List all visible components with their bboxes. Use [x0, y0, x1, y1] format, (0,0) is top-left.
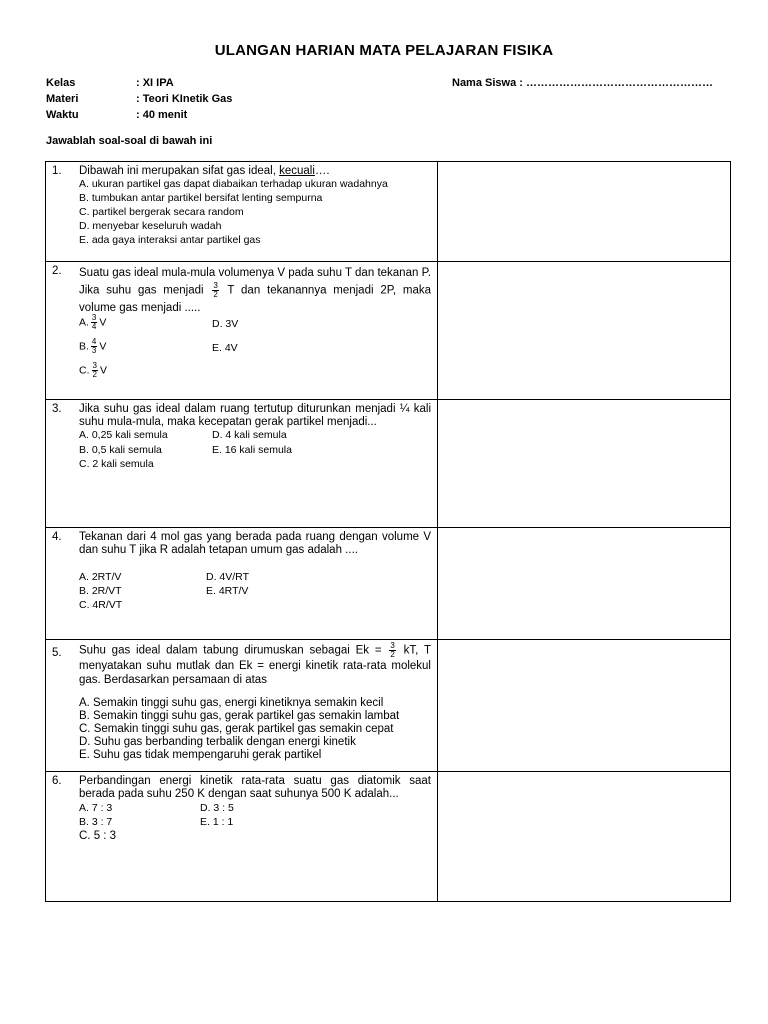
option-e: E. 16 kali semula — [212, 444, 292, 456]
question-text-part: Suatu gas ideal mula-mula volumenya V pada suhu T dan tekanan P. Jika suhu gas menjadi — [79, 267, 431, 297]
question-6 — [46, 772, 437, 902]
option-d: D. Suhu gas berbanding terbalik dengan energi kinetik — [79, 736, 356, 748]
option-label: C. — [79, 364, 90, 377]
option-c: C. partikel bergerak secara random — [79, 206, 244, 218]
option-b — [79, 338, 106, 355]
option-d: D. menyebar keseluruh wadah — [79, 220, 222, 232]
option-b: B. tumbukan antar partikel bersifat lenting sempurna — [79, 192, 323, 204]
exam-info — [46, 75, 232, 123]
option-e: E. 1 : 1 — [200, 816, 234, 828]
question-text: Jika suhu gas ideal dalam ruang tertutup diturunkan menjadi ¼ kali suhu mula-mula, maka kecepatan gerak partikel menjadi... — [79, 403, 431, 428]
question-4 — [46, 528, 437, 639]
question-text-underlined: kecuali — [279, 165, 315, 177]
option-b: B. 2R/VT — [79, 585, 122, 597]
nama-siswa-field[interactable]: Nama Siswa : …………………………………………… — [452, 77, 713, 89]
kelas-label: Kelas — [46, 77, 76, 89]
question-number: 6. — [52, 775, 62, 787]
question-5 — [46, 640, 437, 771]
option-a: A. ukuran partikel gas dapat diabaikan terhadap ukuran wadahnya — [79, 178, 388, 190]
option-a — [79, 314, 106, 331]
instruction: Jawablah soal-soal di bawah ini — [46, 135, 213, 147]
option-c: C. Semakin tinggi suhu gas, gerak partikel gas semakin cepat — [79, 723, 394, 735]
question-1 — [46, 162, 437, 261]
option-suffix: V — [99, 340, 107, 353]
option-a: A. 2RT/V — [79, 571, 122, 583]
question-table — [45, 161, 731, 902]
option-label: B. — [79, 340, 89, 353]
option-label: A. — [79, 316, 89, 329]
question-text-part: Suhu gas ideal dalam tabung dirumuskan sebagai Ek = — [79, 644, 382, 657]
option-e: E. 4RT/V — [206, 585, 249, 597]
fraction-denominator: 2 — [92, 370, 97, 379]
option-suffix: V — [99, 364, 107, 377]
option-c: C. 4R/VT — [79, 599, 123, 611]
option-c: C. 2 kali semula — [79, 458, 154, 470]
question-text: Perbandingan energi kinetik rata-rata suatu gas diatomik saat berada pada suhu 250 K dengan saat suhunya 500 K adalah... — [79, 775, 431, 800]
option-d: D. 3V — [212, 318, 239, 330]
option-b: B. Semakin tinggi suhu gas, gerak partikel gas semakin lambat — [79, 710, 400, 722]
option-b: B. 3 : 7 — [79, 816, 113, 828]
fraction — [91, 314, 97, 331]
option-e: E. ada gaya interaksi antar partikel gas — [79, 234, 261, 246]
waktu-label: Waktu — [46, 109, 79, 121]
option-e: E. 4V — [212, 342, 238, 354]
waktu-value: : 40 menit — [136, 109, 188, 121]
fraction-denominator: 3 — [91, 346, 97, 355]
option-d: D. 4V/RT — [206, 571, 249, 583]
fraction-denominator: 2 — [213, 290, 218, 299]
kelas-value: : XI IPA — [136, 77, 174, 89]
fraction-numerator: 3 — [213, 281, 218, 290]
question-3 — [46, 400, 437, 527]
option-c — [79, 362, 107, 379]
materi-value: : Teori KInetik Gas — [136, 93, 233, 105]
question-number: 5. — [52, 647, 62, 659]
fraction — [212, 282, 218, 299]
option-d: D. 4 kali semula — [212, 429, 287, 441]
fraction — [92, 362, 98, 379]
option-e: E. Suhu gas tidak mempengaruhi gerak partikel — [79, 749, 322, 761]
question-text-part: Dibawah ini merupakan sifat gas ideal, — [79, 165, 280, 177]
question-number: 2. — [52, 265, 62, 277]
option-a: A. Semakin tinggi suhu gas, energi kinetiknya semakin kecil — [79, 697, 384, 709]
question-text — [79, 265, 431, 317]
question-text: Tekanan dari 4 mol gas yang berada pada ruang dengan volume V dan suhu T jika R adalah tetapan umum gas adalah .... — [79, 531, 431, 556]
fraction — [91, 338, 97, 355]
question-text-part: T dan tekanannya menjadi 2P, maka volume gas menjadi ..... — [79, 284, 432, 314]
option-b: B. 0,5 kali semula — [79, 444, 162, 456]
fraction-denominator: 2 — [390, 650, 395, 659]
question-text — [79, 165, 431, 178]
option-c: C. 5 : 3 — [79, 830, 117, 842]
fraction-numerator: 3 — [390, 641, 395, 650]
question-text-part: …. — [314, 165, 330, 177]
fraction — [389, 642, 395, 659]
column-divider — [437, 162, 438, 901]
option-suffix: V — [99, 316, 107, 329]
option-a: A. 7 : 3 — [79, 802, 113, 814]
fraction-numerator: 3 — [91, 313, 97, 322]
page-title: ULANGAN HARIAN MATA PELAJARAN FISIKA — [214, 42, 554, 59]
fraction-numerator: 4 — [91, 337, 97, 346]
fraction-denominator: 4 — [91, 322, 97, 331]
materi-label: Materi — [46, 93, 79, 105]
option-a: A. 0,25 kali semula — [79, 429, 168, 441]
question-number: 1. — [52, 165, 62, 177]
question-text-part: kT, T menyatakan suhu mutlak dan Ek = energi kinetik rata-rata molekul gas. Berdasarkan persamaan di atas — [79, 644, 431, 686]
option-d: D. 3 : 5 — [200, 802, 234, 814]
question-number: 4. — [52, 531, 62, 543]
fraction-numerator: 3 — [92, 361, 97, 370]
question-number: 3. — [52, 403, 62, 415]
question-text — [79, 642, 431, 687]
question-2 — [46, 262, 437, 399]
